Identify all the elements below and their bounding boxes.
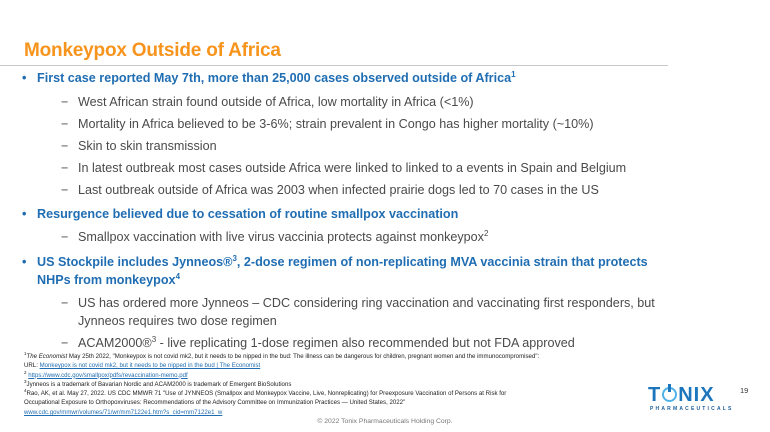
sub-bullet-text: US has ordered more Jynneos – CDC considering ring vaccination and vaccinating first responders, but (78, 296, 655, 310)
logo-letter: T (648, 384, 662, 406)
footnote-number: 4 (24, 388, 27, 394)
bullet-dot-icon: • (22, 255, 27, 269)
sub-bullet-text: Jynneos requires two dose regimen (78, 314, 277, 328)
sub-bullet-text: West African strain found outside of Africa, low mortality in Africa (<1%) (78, 95, 474, 109)
copyright: © 2022 Tonix Pharmaceuticals Holding Corp. (317, 418, 453, 425)
footnotes (24, 352, 674, 417)
footnote-2 (24, 371, 674, 380)
bullet-us-stockpile-cont (37, 271, 180, 290)
sub-bullet (61, 294, 655, 313)
sub-bullet (61, 137, 217, 156)
footnote-ref: 2 (483, 228, 489, 238)
footnote-number: 1 (24, 350, 27, 356)
footnote-1 (24, 352, 674, 361)
footnote-url-label: URL: (24, 362, 40, 370)
footnote-text: Jynneos is a trademark of Bavarian Nordic and ACAM2000 is trademark of Emergent BioSolutions (26, 380, 292, 388)
footnote-ref: 3 (232, 253, 237, 263)
footnote-source: The Economist (26, 353, 68, 360)
footnote-number: 3 (24, 378, 27, 384)
dash-icon: − (61, 296, 69, 310)
footnote-link-economist[interactable]: Monkeypox is not covid mk2, but it needs to be nipped in the bud | The Economist (39, 362, 261, 370)
footnote-link-mmwr[interactable]: www.cdc.gov/mmwr/volumes/71/wr/mm7122e1.htm?s_cid=mm7122e1_w (24, 408, 223, 416)
bullet-text: US Stockpile includes Jynneos® (37, 255, 233, 269)
footnote-ref: 3 (151, 334, 157, 344)
bullet-dot-icon: • (22, 207, 27, 221)
bullet-text: First case reported May 7th, more than 25,000 cases observed outside of Africa (37, 71, 512, 85)
footnote-4-url (24, 408, 674, 417)
sub-bullet-text: Smallpox vaccination with live virus vaccinia protects against monkeypox (78, 230, 484, 244)
dash-icon: − (61, 183, 69, 197)
bullet-dot-icon: • (22, 71, 27, 85)
footnote-text: May 25th 2022, "Monkeypox is not covid mk2, but it needs to be nipped in the bud: The illness can be dangerous for children, pregnant women and the immunocompromised": (67, 353, 540, 360)
page-number: 19 (740, 386, 749, 395)
footnote-number: 2 (24, 369, 27, 375)
footnote-ref: 4 (175, 271, 181, 281)
footnote-text: Occupational Exposure to Orthopoxviruses: Recommendations of the Advisory Committee on Immunization Practices — United States, 2022" (24, 399, 406, 407)
sub-bullet (61, 93, 474, 112)
footnote-4 (24, 389, 674, 398)
logo-wordmark (648, 384, 715, 407)
bullet-resurgence (22, 205, 459, 224)
sub-bullet-text: Mortality in Africa believed to be 3-6%; strain prevalent in Congo has higher mortality (~10%) (78, 117, 594, 131)
sub-bullet (61, 115, 594, 134)
bullet-text: NHPs from monkeypox (37, 273, 176, 287)
dash-icon: − (61, 117, 69, 131)
bullet-text: , 2-dose regimen of non-replicating MVA vaccinia strain that protects (236, 255, 648, 269)
sub-bullet (61, 159, 627, 178)
dash-icon: − (61, 230, 69, 244)
footnote-4-cont (24, 398, 674, 407)
sub-bullet-text: Last outbreak outside of Africa was 2003 when infected prairie dogs led to 70 cases in the US (78, 183, 599, 197)
tonix-logo (648, 384, 734, 416)
title-divider (0, 65, 668, 66)
footnote-ref: 1 (511, 69, 516, 79)
dash-icon: − (61, 336, 69, 350)
footnote-3 (24, 380, 674, 389)
footnote-1-url (24, 361, 674, 370)
sub-bullet (61, 181, 599, 200)
dash-icon: − (61, 139, 69, 153)
sub-bullet-text: - live replicating 1-dose regimen also recommended but not FDA approved (156, 336, 575, 350)
footnote-link-cdc-memo[interactable]: https://www.cdc.gov/smallpox/pdfs/revaccination-memo.pdf (28, 371, 188, 379)
power-icon (662, 387, 677, 402)
slide-title: Monkeypox Outside of Africa (24, 40, 281, 61)
sub-bullet-text: Skin to skin transmission (78, 139, 217, 153)
dash-icon: − (61, 95, 69, 109)
sub-bullet-text: ACAM2000® (78, 336, 152, 350)
dash-icon: − (61, 161, 69, 175)
sub-bullet (61, 228, 489, 247)
bullet-us-stockpile (22, 253, 648, 272)
footnote-text: Rao, AK, et al. May 27, 2022. US CDC MMWR 71 "Use of JYNNEOS (Smallpox and Monkeypox Vaccine, Live, Nonreplicating) for Preexposure Vaccination of Persons at Risk for (26, 390, 507, 398)
sub-bullet-text: In latest outbreak most cases outside Africa were linked to linked to a events in Spain and Belgium (78, 161, 627, 175)
logo-letters: NIX (678, 384, 715, 406)
bullet-text: Resurgence believed due to cessation of routine smallpox vaccination (37, 207, 459, 221)
bullet-first-case (22, 69, 516, 88)
sub-bullet-cont (78, 312, 277, 331)
sub-bullet (61, 334, 575, 353)
logo-subtitle: PHARMACEUTICALS (650, 406, 734, 412)
